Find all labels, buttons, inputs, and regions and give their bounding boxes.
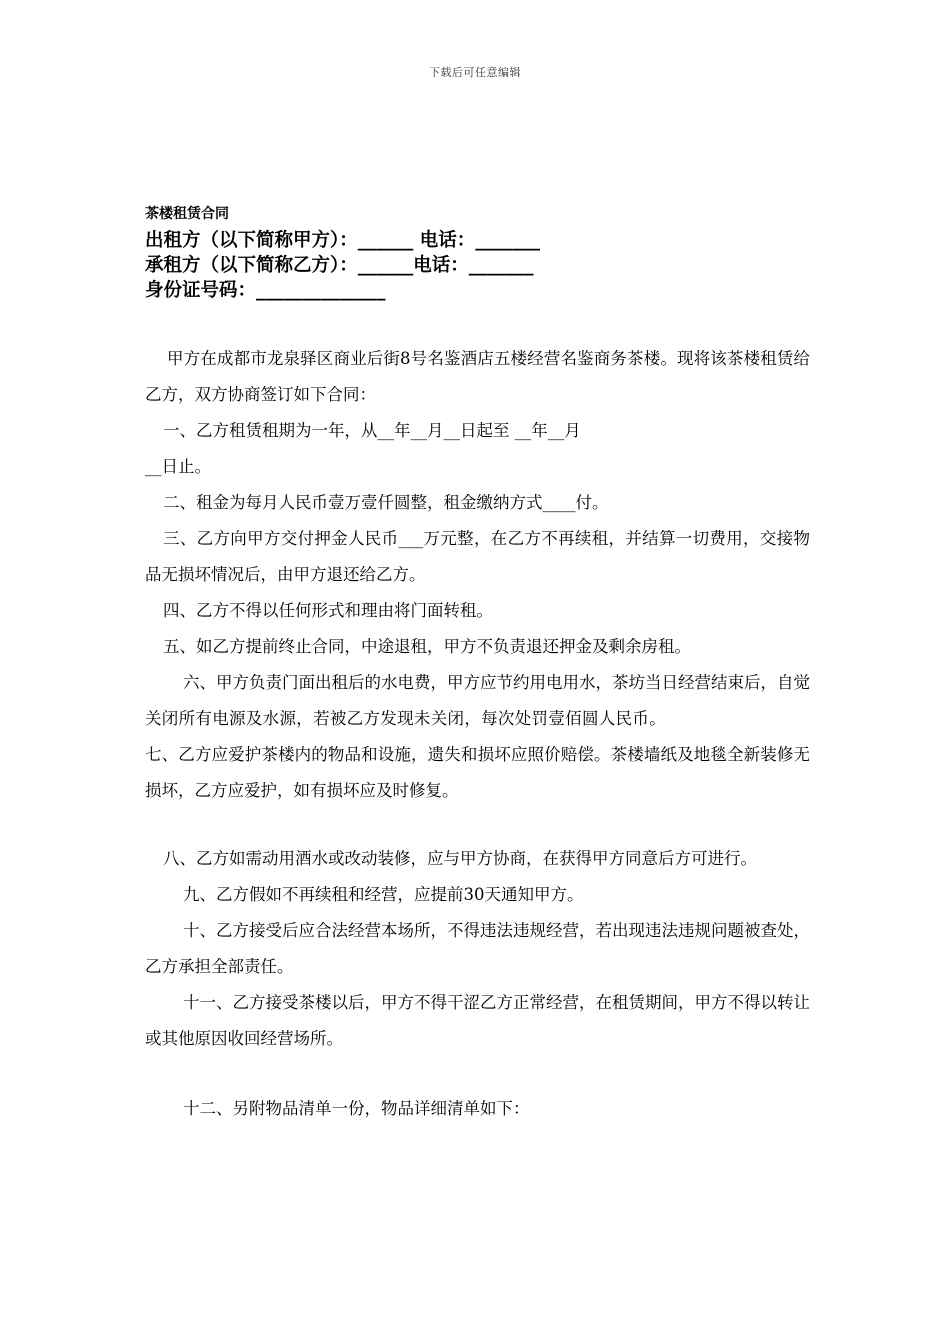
clause-3: 三、乙方向甲方交付押金人民币___万元整，在乙方不再续租，并结算一切费用，交接物品无损坏情况后，由甲方退还给乙方。 xyxy=(145,529,810,584)
spacer xyxy=(145,1057,810,1091)
clause-2: 二、租金为每月人民币壹万壹仟圆整，租金缴纳方式____付。 xyxy=(163,493,609,512)
page-header-note: 下载后可任意编辑 xyxy=(429,66,521,79)
clause-8: 八、乙方如需动用酒水或改动装修，应与甲方协商，在获得甲方同意后方可进行。 xyxy=(163,849,757,868)
clause-9: 九、乙方假如不再续租和经营，应提前30天通知甲方。 xyxy=(183,885,584,904)
clause-12: 十二、另附物品清单一份，物品详细清单如下： xyxy=(183,1099,530,1118)
contract-document xyxy=(145,204,810,1127)
clause-4: 四、乙方不得以任何形式和理由将门面转租。 xyxy=(163,601,493,620)
clause-1-line-1: 一、乙方租赁租期为一年，从__年__月__日起至 __年__月 xyxy=(163,421,581,440)
contract-intro: 甲方在成都市龙泉驿区商业后街8号名鉴酒店五楼经营名鉴商务茶楼。现将该茶楼租赁给乙方，双方协商签订如下合同： xyxy=(145,349,810,404)
clause-7: 七、乙方应爱护茶楼内的物品和设施，遗失和损坏应照价赔偿。茶楼墙纸及地毯全新装修无损坏，乙方应爱护，如有损坏应及时修复。 xyxy=(145,745,810,800)
clause-11: 十一、乙方接受茶楼以后，甲方不得干涩乙方正常经营，在租赁期间，甲方不得以转让或其他原因收回经营场所。 xyxy=(145,993,810,1048)
clause-1-line-2: __日止。 xyxy=(145,457,211,476)
clause-5: 五、如乙方提前终止合同，中途退租，甲方不负责退还押金及剩余房租。 xyxy=(163,637,691,656)
clause-6-and-7 xyxy=(145,665,810,809)
contract-title: 茶楼租赁合同 xyxy=(145,206,229,222)
clause-10: 十、乙方接受后应合法经营本场所，不得违法违规经营，若出现违法违规问题被查处，乙方承担全部责任。 xyxy=(145,921,810,976)
lessor-line: 出租方（以下简称甲方）：______ 电话：_______ xyxy=(145,230,540,251)
id-number-line: 身份证号码：______________ xyxy=(145,280,386,301)
lessee-line: 承租方（以下简称乙方）：______电话：_______ xyxy=(145,255,534,276)
clause-6: 六、甲方负责门面出租后的水电费，甲方应节约用电用水，茶坊当日经营结束后，自觉关闭所有电源及水源，若被乙方发现未关闭，每次处罚壹佰圆人民币。 xyxy=(145,673,810,728)
spacer xyxy=(145,303,810,341)
spacer xyxy=(145,809,810,841)
